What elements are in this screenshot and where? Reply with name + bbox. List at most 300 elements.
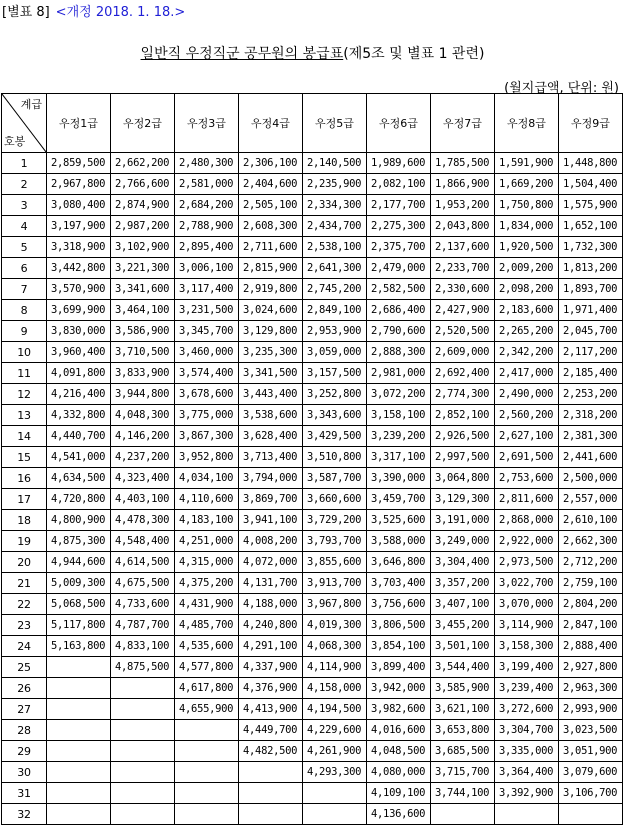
- salary-cell: 4,720,800: [47, 489, 111, 510]
- salary-cell: 2,427,900: [431, 300, 495, 321]
- salary-cell: 4,332,800: [47, 405, 111, 426]
- salary-cell: 1,813,200: [559, 258, 623, 279]
- grade-header: 우정3급: [175, 94, 239, 153]
- salary-cell: 4,375,200: [175, 573, 239, 594]
- table-row: [2, 216, 623, 237]
- salary-cell: 3,710,500: [111, 342, 175, 363]
- salary-cell: [111, 720, 175, 741]
- table-row: [2, 510, 623, 531]
- salary-cell: 2,852,100: [431, 405, 495, 426]
- table-row: [2, 258, 623, 279]
- step-cell: 4: [2, 216, 47, 237]
- salary-cell: 3,460,000: [175, 342, 239, 363]
- salary-cell: 2,306,100: [239, 153, 303, 174]
- grade-header: 우정8급: [495, 94, 559, 153]
- salary-cell: 2,895,400: [175, 237, 239, 258]
- salary-cell: 2,662,300: [559, 531, 623, 552]
- salary-cell: 3,525,600: [367, 510, 431, 531]
- salary-cell: 2,233,700: [431, 258, 495, 279]
- table-row: [2, 279, 623, 300]
- table-row: [2, 804, 623, 825]
- salary-cell: 2,441,600: [559, 447, 623, 468]
- table-row: [2, 678, 623, 699]
- salary-cell: 4,216,400: [47, 384, 111, 405]
- salary-cell: 2,098,200: [495, 279, 559, 300]
- salary-cell: 3,982,600: [367, 699, 431, 720]
- salary-cell: 3,235,300: [239, 342, 303, 363]
- salary-cell: 1,591,900: [495, 153, 559, 174]
- salary-cell: 4,431,900: [175, 594, 239, 615]
- salary-cell: 2,082,100: [367, 174, 431, 195]
- salary-cell: 2,560,200: [495, 405, 559, 426]
- salary-cell: 4,188,000: [239, 594, 303, 615]
- salary-cell: 1,785,500: [431, 153, 495, 174]
- salary-cell: 3,239,400: [495, 678, 559, 699]
- table-row: [2, 300, 623, 321]
- salary-cell: 4,655,900: [175, 699, 239, 720]
- salary-cell: 3,064,800: [431, 468, 495, 489]
- salary-cell: 2,342,200: [495, 342, 559, 363]
- table-row: [2, 153, 623, 174]
- table-row: [2, 783, 623, 804]
- salary-cell: [47, 720, 111, 741]
- salary-cell: 2,265,200: [495, 321, 559, 342]
- salary-cell: 4,114,900: [303, 657, 367, 678]
- salary-cell: [111, 783, 175, 804]
- appendix-label: [별표 8]: [2, 5, 50, 20]
- salary-cell: 3,051,900: [559, 741, 623, 762]
- salary-cell: 3,239,200: [367, 426, 431, 447]
- table-row: [2, 762, 623, 783]
- salary-cell: 3,341,500: [239, 363, 303, 384]
- salary-cell: [175, 762, 239, 783]
- salary-cell: 2,434,700: [303, 216, 367, 237]
- salary-cell: 1,893,700: [559, 279, 623, 300]
- salary-cell: 4,535,600: [175, 636, 239, 657]
- salary-cell: 2,608,300: [239, 216, 303, 237]
- salary-cell: 3,335,000: [495, 741, 559, 762]
- salary-cell: 4,131,700: [239, 573, 303, 594]
- table-row: [2, 195, 623, 216]
- salary-cell: 3,942,000: [367, 678, 431, 699]
- salary-cell: [175, 741, 239, 762]
- salary-cell: 2,480,300: [175, 153, 239, 174]
- salary-cell: 3,252,800: [303, 384, 367, 405]
- salary-cell: 2,711,600: [239, 237, 303, 258]
- salary-cell: 2,582,500: [367, 279, 431, 300]
- title-sub: (제5조 및 별표 1 관련): [343, 46, 485, 62]
- salary-cell: 3,653,800: [431, 720, 495, 741]
- salary-cell: 2,404,600: [239, 174, 303, 195]
- step-cell: 23: [2, 615, 47, 636]
- table-row: [2, 447, 623, 468]
- salary-cell: 3,117,400: [175, 279, 239, 300]
- table-row: [2, 426, 623, 447]
- salary-cell: 2,774,300: [431, 384, 495, 405]
- salary-cell: 4,617,800: [175, 678, 239, 699]
- step-cell: 22: [2, 594, 47, 615]
- step-cell: 3: [2, 195, 47, 216]
- salary-cell: 3,272,600: [495, 699, 559, 720]
- salary-cell: 3,079,600: [559, 762, 623, 783]
- salary-cell: 3,191,000: [431, 510, 495, 531]
- grade-header: 우정7급: [431, 94, 495, 153]
- table-row: [2, 552, 623, 573]
- salary-cell: 5,068,500: [47, 594, 111, 615]
- salary-cell: 4,833,100: [111, 636, 175, 657]
- salary-cell: 3,744,100: [431, 783, 495, 804]
- salary-cell: 3,854,100: [367, 636, 431, 657]
- salary-cell: [111, 699, 175, 720]
- step-cell: 5: [2, 237, 47, 258]
- salary-cell: 2,641,300: [303, 258, 367, 279]
- salary-cell: 5,117,800: [47, 615, 111, 636]
- salary-cell: 3,102,900: [111, 237, 175, 258]
- salary-cell: 4,875,500: [111, 657, 175, 678]
- salary-cell: 3,459,700: [367, 489, 431, 510]
- salary-cell: 3,114,900: [495, 615, 559, 636]
- salary-cell: 3,944,800: [111, 384, 175, 405]
- salary-cell: 4,787,700: [111, 615, 175, 636]
- salary-cell: 2,417,000: [495, 363, 559, 384]
- salary-cell: 3,585,900: [431, 678, 495, 699]
- salary-cell: 3,106,700: [559, 783, 623, 804]
- salary-cell: 3,317,100: [367, 447, 431, 468]
- salary-cell: 2,009,200: [495, 258, 559, 279]
- salary-cell: 2,788,900: [175, 216, 239, 237]
- salary-cell: 1,866,900: [431, 174, 495, 195]
- salary-cell: 2,804,200: [559, 594, 623, 615]
- salary-cell: 2,859,500: [47, 153, 111, 174]
- table-body: [2, 153, 623, 825]
- salary-cell: 2,745,200: [303, 279, 367, 300]
- step-cell: 10: [2, 342, 47, 363]
- salary-cell: 4,261,900: [303, 741, 367, 762]
- step-cell: 31: [2, 783, 47, 804]
- salary-cell: 3,621,100: [431, 699, 495, 720]
- step-cell: 18: [2, 510, 47, 531]
- salary-cell: 2,490,000: [495, 384, 559, 405]
- salary-cell: 4,485,700: [175, 615, 239, 636]
- salary-cell: 2,967,800: [47, 174, 111, 195]
- salary-cell: 3,022,700: [495, 573, 559, 594]
- salary-cell: 3,660,600: [303, 489, 367, 510]
- salary-cell: 5,009,300: [47, 573, 111, 594]
- salary-cell: 4,293,300: [303, 762, 367, 783]
- salary-cell: 2,922,000: [495, 531, 559, 552]
- salary-cell: 2,766,600: [111, 174, 175, 195]
- salary-cell: 3,443,400: [239, 384, 303, 405]
- table-row: [2, 573, 623, 594]
- salary-cell: 1,669,200: [495, 174, 559, 195]
- salary-cell: 2,330,600: [431, 279, 495, 300]
- salary-cell: 1,448,800: [559, 153, 623, 174]
- salary-cell: 3,455,200: [431, 615, 495, 636]
- step-cell: 32: [2, 804, 47, 825]
- salary-cell: 3,756,600: [367, 594, 431, 615]
- step-cell: 16: [2, 468, 47, 489]
- salary-cell: 2,686,400: [367, 300, 431, 321]
- salary-cell: 2,609,000: [431, 342, 495, 363]
- salary-cell: 2,581,000: [175, 174, 239, 195]
- salary-cell: 3,833,900: [111, 363, 175, 384]
- salary-cell: 4,158,000: [303, 678, 367, 699]
- step-cell: 13: [2, 405, 47, 426]
- table-row: [2, 594, 623, 615]
- salary-cell: 1,971,400: [559, 300, 623, 321]
- salary-cell: 4,440,700: [47, 426, 111, 447]
- salary-cell: [175, 804, 239, 825]
- salary-cell: 2,684,200: [175, 195, 239, 216]
- salary-cell: 4,413,900: [239, 699, 303, 720]
- salary-cell: 3,960,400: [47, 342, 111, 363]
- salary-cell: [175, 720, 239, 741]
- salary-cell: 2,811,600: [495, 489, 559, 510]
- salary-cell: 4,048,500: [367, 741, 431, 762]
- salary-cell: 3,587,700: [303, 468, 367, 489]
- salary-cell: 3,628,400: [239, 426, 303, 447]
- salary-cell: 3,867,300: [175, 426, 239, 447]
- salary-cell: 3,304,400: [431, 552, 495, 573]
- salary-cell: 4,109,100: [367, 783, 431, 804]
- salary-cell: 4,614,500: [111, 552, 175, 573]
- unit-note: (월지급액, 단위: 원): [504, 81, 619, 96]
- salary-cell: 2,868,000: [495, 510, 559, 531]
- salary-cell: 3,941,100: [239, 510, 303, 531]
- table-row: [2, 699, 623, 720]
- salary-cell: 2,753,600: [495, 468, 559, 489]
- salary-cell: 2,888,300: [367, 342, 431, 363]
- salary-cell: 2,185,400: [559, 363, 623, 384]
- salary-cell: 2,520,500: [431, 321, 495, 342]
- revision-note: <개정 2018. 1. 18.>: [55, 5, 186, 20]
- step-cell: 1: [2, 153, 47, 174]
- salary-cell: 3,729,200: [303, 510, 367, 531]
- salary-cell: 3,646,800: [367, 552, 431, 573]
- step-cell: 8: [2, 300, 47, 321]
- salary-cell: [47, 678, 111, 699]
- salary-cell: 2,926,500: [431, 426, 495, 447]
- salary-cell: 5,163,800: [47, 636, 111, 657]
- table-row: [2, 657, 623, 678]
- step-cell: 2: [2, 174, 47, 195]
- salary-cell: 2,557,000: [559, 489, 623, 510]
- salary-cell: [47, 657, 111, 678]
- salary-cell: 2,479,000: [367, 258, 431, 279]
- step-cell: 27: [2, 699, 47, 720]
- salary-cell: 1,732,300: [559, 237, 623, 258]
- salary-cell: 2,691,500: [495, 447, 559, 468]
- salary-cell: 3,967,800: [303, 594, 367, 615]
- salary-cell: 2,927,800: [559, 657, 623, 678]
- step-cell: 12: [2, 384, 47, 405]
- salary-cell: [111, 762, 175, 783]
- salary-cell: 3,713,400: [239, 447, 303, 468]
- salary-cell: 2,137,600: [431, 237, 495, 258]
- salary-cell: 3,586,900: [111, 321, 175, 342]
- salary-cell: [47, 762, 111, 783]
- salary-cell: 3,899,400: [367, 657, 431, 678]
- table-row: [2, 531, 623, 552]
- salary-cell: 2,815,900: [239, 258, 303, 279]
- table-row: [2, 174, 623, 195]
- salary-cell: 3,699,900: [47, 300, 111, 321]
- salary-cell: 4,068,300: [303, 636, 367, 657]
- salary-cell: 4,944,600: [47, 552, 111, 573]
- salary-cell: 3,343,600: [303, 405, 367, 426]
- salary-cell: 3,588,000: [367, 531, 431, 552]
- table-row: [2, 720, 623, 741]
- salary-cell: 2,318,200: [559, 405, 623, 426]
- salary-cell: 3,429,500: [303, 426, 367, 447]
- salary-cell: 2,662,200: [111, 153, 175, 174]
- step-cell: 17: [2, 489, 47, 510]
- salary-cell: 3,364,400: [495, 762, 559, 783]
- salary-cell: 2,253,200: [559, 384, 623, 405]
- salary-cell: 2,847,100: [559, 615, 623, 636]
- table-row: [2, 489, 623, 510]
- salary-cell: 3,231,500: [175, 300, 239, 321]
- step-cell: 19: [2, 531, 47, 552]
- title-main: 일반직 우정직군 공무원의 봉급표: [140, 46, 344, 62]
- salary-cell: 4,577,800: [175, 657, 239, 678]
- salary-cell: [239, 783, 303, 804]
- salary-cell: 3,199,400: [495, 657, 559, 678]
- salary-cell: 4,091,800: [47, 363, 111, 384]
- salary-cell: 2,538,100: [303, 237, 367, 258]
- salary-cell: 1,652,100: [559, 216, 623, 237]
- salary-cell: [111, 804, 175, 825]
- grade-header: 우정2급: [111, 94, 175, 153]
- salary-cell: 2,981,000: [367, 363, 431, 384]
- salary-cell: [559, 804, 623, 825]
- header-row: [2, 94, 623, 153]
- table-row: [2, 636, 623, 657]
- salary-cell: 4,237,200: [111, 447, 175, 468]
- salary-table: [1, 93, 623, 825]
- step-cell: 15: [2, 447, 47, 468]
- salary-cell: 4,146,200: [111, 426, 175, 447]
- salary-cell: 4,019,300: [303, 615, 367, 636]
- step-cell: 6: [2, 258, 47, 279]
- corner-grade-label: 계급: [20, 98, 42, 111]
- salary-cell: [47, 804, 111, 825]
- salary-cell: 2,043,800: [431, 216, 495, 237]
- salary-cell: 2,919,800: [239, 279, 303, 300]
- salary-cell: [47, 699, 111, 720]
- step-cell: 24: [2, 636, 47, 657]
- salary-cell: 4,449,700: [239, 720, 303, 741]
- salary-cell: 4,482,500: [239, 741, 303, 762]
- salary-cell: 2,790,600: [367, 321, 431, 342]
- salary-cell: 2,953,900: [303, 321, 367, 342]
- salary-cell: [431, 804, 495, 825]
- salary-cell: 3,157,500: [303, 363, 367, 384]
- salary-cell: 2,500,000: [559, 468, 623, 489]
- salary-cell: 3,570,900: [47, 279, 111, 300]
- salary-cell: 3,775,000: [175, 405, 239, 426]
- salary-cell: [303, 783, 367, 804]
- table-row: [2, 615, 623, 636]
- salary-cell: 4,080,000: [367, 762, 431, 783]
- salary-cell: 2,993,900: [559, 699, 623, 720]
- salary-cell: 4,110,600: [175, 489, 239, 510]
- salary-cell: 4,016,600: [367, 720, 431, 741]
- salary-cell: 2,997,500: [431, 447, 495, 468]
- salary-cell: [495, 804, 559, 825]
- salary-cell: 4,875,300: [47, 531, 111, 552]
- salary-cell: 3,390,000: [367, 468, 431, 489]
- salary-cell: 3,407,100: [431, 594, 495, 615]
- step-cell: 14: [2, 426, 47, 447]
- grade-header: 우정4급: [239, 94, 303, 153]
- salary-cell: 3,685,500: [431, 741, 495, 762]
- salary-cell: 4,072,000: [239, 552, 303, 573]
- salary-cell: 2,987,200: [111, 216, 175, 237]
- salary-cell: 1,989,600: [367, 153, 431, 174]
- salary-cell: 2,275,300: [367, 216, 431, 237]
- salary-cell: 2,849,100: [303, 300, 367, 321]
- grade-header: 우정1급: [47, 94, 111, 153]
- salary-cell: 3,345,700: [175, 321, 239, 342]
- page-title: [0, 43, 625, 63]
- salary-cell: 3,501,100: [431, 636, 495, 657]
- table-row: [2, 237, 623, 258]
- salary-cell: 4,251,000: [175, 531, 239, 552]
- salary-cell: [239, 804, 303, 825]
- salary-cell: 3,510,800: [303, 447, 367, 468]
- salary-cell: 2,627,100: [495, 426, 559, 447]
- salary-cell: 2,183,600: [495, 300, 559, 321]
- salary-cell: 4,733,600: [111, 594, 175, 615]
- table-row: [2, 342, 623, 363]
- salary-cell: 4,194,500: [303, 699, 367, 720]
- salary-cell: 3,341,600: [111, 279, 175, 300]
- salary-cell: 3,357,200: [431, 573, 495, 594]
- salary-cell: 3,952,800: [175, 447, 239, 468]
- table-row: [2, 363, 623, 384]
- salary-cell: 3,442,800: [47, 258, 111, 279]
- salary-cell: 2,117,200: [559, 342, 623, 363]
- salary-cell: 4,548,400: [111, 531, 175, 552]
- salary-cell: 3,830,000: [47, 321, 111, 342]
- salary-cell: 4,541,000: [47, 447, 111, 468]
- salary-cell: 2,759,100: [559, 573, 623, 594]
- step-cell: 30: [2, 762, 47, 783]
- salary-cell: [303, 804, 367, 825]
- salary-cell: 4,008,200: [239, 531, 303, 552]
- salary-cell: 3,197,900: [47, 216, 111, 237]
- table-row: [2, 384, 623, 405]
- document-header: [2, 1, 185, 20]
- corner-cell: [2, 94, 47, 153]
- salary-cell: [239, 762, 303, 783]
- salary-cell: 3,221,300: [111, 258, 175, 279]
- salary-cell: 3,080,400: [47, 195, 111, 216]
- salary-cell: 3,806,500: [367, 615, 431, 636]
- salary-cell: 3,574,400: [175, 363, 239, 384]
- salary-cell: 2,177,700: [367, 195, 431, 216]
- salary-cell: 4,229,600: [303, 720, 367, 741]
- step-cell: 21: [2, 573, 47, 594]
- salary-cell: 3,006,100: [175, 258, 239, 279]
- salary-cell: 3,464,100: [111, 300, 175, 321]
- salary-cell: 4,136,600: [367, 804, 431, 825]
- salary-cell: 4,048,300: [111, 405, 175, 426]
- grade-header: 우정9급: [559, 94, 623, 153]
- salary-cell: 2,712,200: [559, 552, 623, 573]
- salary-cell: 2,692,400: [431, 363, 495, 384]
